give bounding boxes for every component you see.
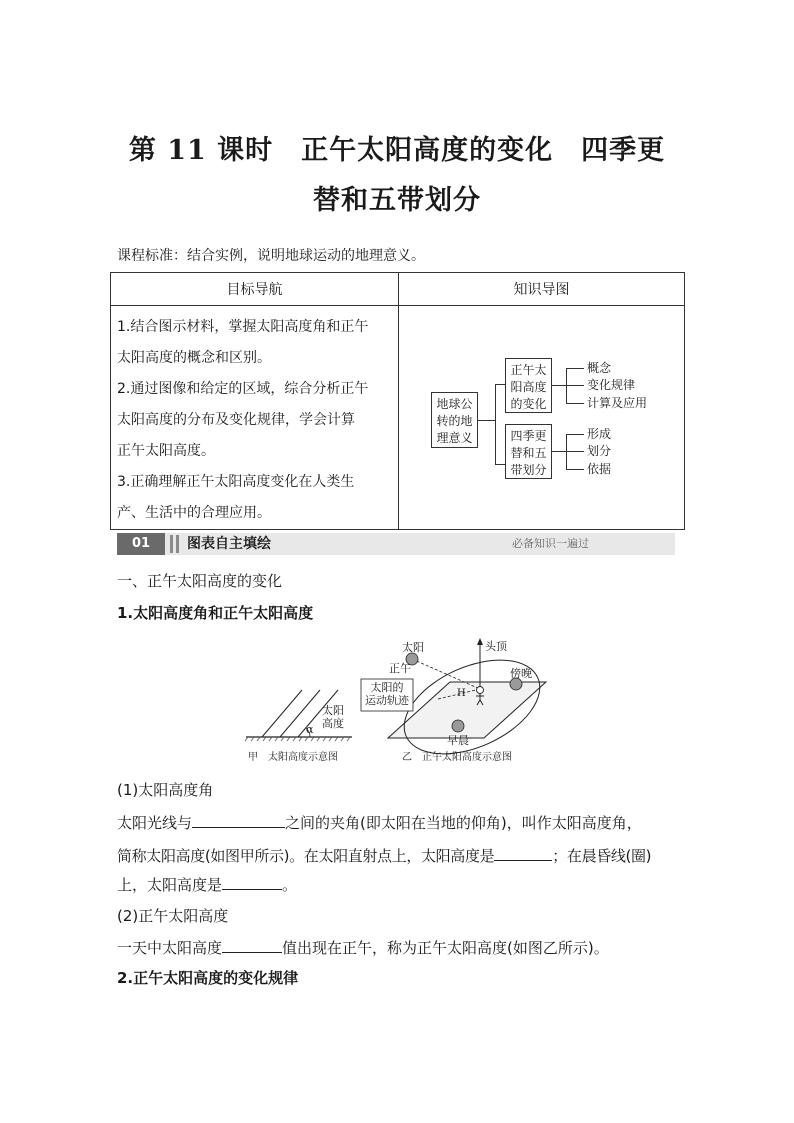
connector bbox=[566, 385, 584, 386]
section-bar bbox=[117, 533, 675, 555]
sun-altitude-diagram bbox=[240, 632, 560, 768]
paragraph-line: 太阳光线与 之间的夹角(即太阳在当地的仰角)，叫作太阳高度角， bbox=[117, 814, 642, 832]
mindmap-cell bbox=[399, 306, 685, 530]
lesson-title-line2: 替和五带划分 bbox=[313, 185, 481, 216]
goals-header: 目标导航 bbox=[111, 273, 399, 306]
goal-line: 1.结合图示材料，掌握太阳高度角和正午 bbox=[117, 319, 369, 335]
course-standard: 课程标准：结合实例，说明地球运动的地理意义。 bbox=[117, 248, 425, 264]
label-sun-track: 太阳的 运动轨迹 bbox=[365, 681, 409, 707]
mindmap-leaf: 变化规律 bbox=[587, 378, 636, 392]
connector bbox=[566, 434, 584, 435]
label-morning: 早晨 bbox=[447, 734, 469, 747]
connector bbox=[566, 403, 584, 404]
connector bbox=[566, 451, 584, 452]
goal-line: 3.正确理解正午太阳高度变化在人类生 bbox=[117, 474, 355, 490]
mindmap-leaf: 依据 bbox=[587, 462, 612, 476]
sub-heading-noon-altitude: (2)正午太阳高度 bbox=[117, 907, 229, 925]
paragraph-line: 简称太阳高度(如图甲所示)。在太阳直射点上，太阳高度是 ；在晨昏线(圈) bbox=[117, 847, 652, 865]
connector bbox=[566, 368, 584, 369]
goals-cell bbox=[111, 306, 399, 530]
mindmap-leaf: 计算及应用 bbox=[587, 396, 648, 410]
caption-left: 甲 太阳高度示意图 bbox=[248, 752, 338, 763]
mindmap-leaf: 形成 bbox=[587, 427, 612, 441]
caption-right: 乙 正午太阳高度示意图 bbox=[402, 752, 512, 763]
fill-blank[interactable] bbox=[494, 845, 552, 861]
mindmap-header: 知识导图 bbox=[399, 273, 685, 306]
paragraph-line: 一天中太阳高度 值出现在正午，称为正午太阳高度(如图乙所示)。 bbox=[117, 939, 609, 957]
section-title: 图表自主填绘 bbox=[187, 536, 271, 552]
label-sun: 太阳 bbox=[402, 641, 424, 654]
heading-change-rule: 2.正午太阳高度的变化规律 bbox=[117, 969, 299, 987]
mindmap-leaf: 划分 bbox=[587, 444, 612, 458]
mindmap-branch-noon-altitude: 正午太 阳高度 的变化 bbox=[505, 358, 552, 413]
goal-line: 2.通过图像和给定的区域，综合分析正午 bbox=[117, 381, 369, 397]
connector bbox=[495, 384, 496, 464]
section-note: 必备知识一遍过 bbox=[512, 537, 589, 550]
navigation-table bbox=[110, 272, 685, 530]
sub-heading-altitude-angle: (1)太阳高度角 bbox=[117, 781, 214, 799]
mindmap-root: 地球公 转的地 理意义 bbox=[431, 392, 478, 448]
mindmap-branch-seasons-zones: 四季更 替和五 带划分 bbox=[505, 424, 552, 479]
fill-blank[interactable] bbox=[192, 812, 285, 828]
label-dusk: 傍晚 bbox=[510, 667, 532, 680]
connector bbox=[552, 451, 566, 452]
heading-noon-altitude-change: 一、正午太阳高度的变化 bbox=[117, 572, 283, 590]
connector bbox=[495, 464, 505, 465]
goal-line: 产、生活中的合理应用。 bbox=[117, 505, 271, 521]
connector bbox=[478, 420, 495, 421]
section-number: 01 bbox=[117, 533, 165, 555]
alpha-symbol: α bbox=[306, 723, 314, 736]
label-noon: 正午 bbox=[389, 662, 411, 675]
goal-line: 太阳高度的概念和区别。 bbox=[117, 350, 271, 366]
connector bbox=[495, 384, 505, 385]
divider bbox=[176, 535, 179, 553]
connector bbox=[552, 385, 566, 386]
fill-blank[interactable] bbox=[222, 937, 282, 953]
paragraph-line: 上，太阳高度是 。 bbox=[117, 876, 298, 894]
goal-line: 正午太阳高度。 bbox=[117, 443, 215, 459]
mindmap-leaf: 概念 bbox=[587, 361, 612, 375]
lesson-title-line1: 第 11 课时 正午太阳高度的变化 四季更 bbox=[128, 135, 666, 166]
goal-line: 太阳高度的分布及变化规律，学会计算 bbox=[117, 412, 355, 428]
connector bbox=[566, 469, 584, 470]
label-zenith: 头顶 bbox=[485, 640, 507, 653]
label-left-altitude: 太阳 高度 bbox=[322, 704, 344, 730]
fill-blank[interactable] bbox=[222, 874, 282, 890]
divider bbox=[170, 535, 173, 553]
label-h: H bbox=[457, 688, 466, 699]
heading-altitude-angle: 1.太阳高度角和正午太阳高度 bbox=[117, 604, 314, 622]
